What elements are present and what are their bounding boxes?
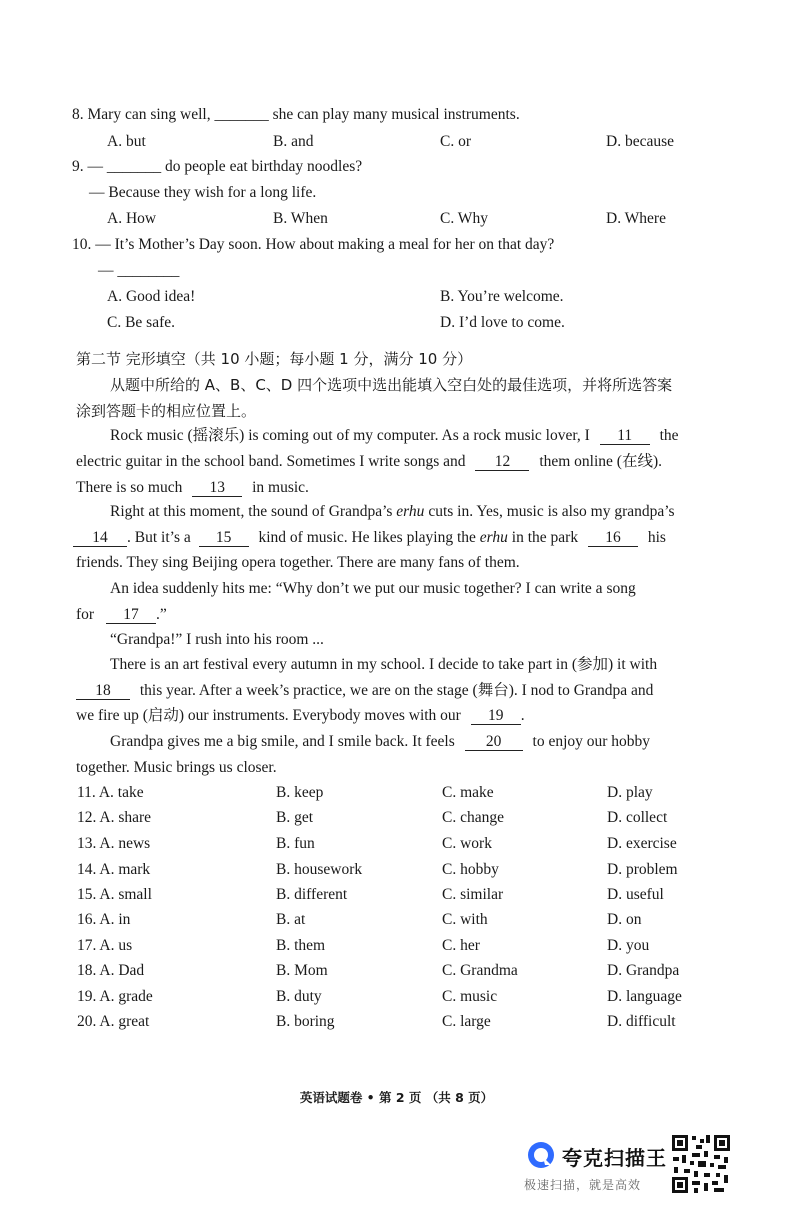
cloze-blank-16: 16 [588,529,638,547]
passage-text: the [659,427,679,444]
q11-option-d: D. play [607,784,653,801]
passage-text: Grandpa gives me a big smile, and I smile back. It feels [110,733,455,750]
passage-text: Rock music (摇滚乐) is coming out of my computer. As a rock music lover, I [110,427,590,444]
question-10-reply: — ________ [98,262,180,279]
q9-option-c: C. Why [440,210,488,227]
q14-option-a: 14. A. mark [77,861,151,878]
q13-option-d: D. exercise [607,835,677,852]
q9-option-a: A. How [107,210,157,227]
passage-text: There is so much [76,479,183,496]
q13-option-c: C. work [442,835,492,852]
q10-option-b: B. You’re welcome. [440,288,564,305]
q20-option-c: C. large [442,1013,491,1030]
q16-option-b: B. at [276,911,306,928]
cloze-blank-20: 20 [465,733,523,751]
q8-option-c: C. or [440,133,471,150]
q9-option-d: D. Where [606,210,666,227]
page-footer: 英语试题卷 • 第 2 页 （共 8 页） [299,1090,494,1105]
passage-text: electric guitar in the school band. Sometimes I write songs and [76,453,466,470]
passage-line-5 [73,528,666,548]
passage-line-11 [76,681,653,701]
cloze-blank-14: 14 [73,529,127,547]
q12-option-b: B. get [276,809,314,826]
scanner-brand [522,1136,672,1196]
qr-code-icon [670,1133,732,1195]
q8-option-b: B. and [273,133,314,150]
passage-text: .” [155,606,167,623]
q13-option-a: 13. A. news [77,835,151,852]
q18-option-d: D. Grandpa [607,962,680,979]
q12-option-d: D. collect [607,809,668,826]
passage-text: this year. After a week’s practice, we are on the stage (舞台). I nod to Grandpa and [139,682,654,699]
passage-text: for [76,606,95,623]
q16-option-a: 16. A. in [77,911,131,928]
passage-text: . [520,707,525,724]
q14-option-c: C. hobby [442,861,499,878]
cloze-blank-18: 18 [76,682,130,700]
q11-option-c: C. make [442,784,494,801]
cloze-blank-12: 12 [475,453,529,471]
q17-option-c: C. her [442,937,480,954]
passage-line-4 [110,502,675,522]
q11-option-a: 11. A. take [77,784,144,801]
q15-option-b: B. different [276,886,348,903]
q12-option-a: 12. A. share [77,809,152,826]
q15-option-a: 15. A. small [77,886,152,903]
passage-line-8 [76,605,167,625]
passage-italic-word: erhu [396,503,425,520]
brand-name: 夸克扫描王 [562,1146,667,1170]
passage-line-9: “Grandpa!” I rush into his room ... [110,631,324,648]
q8-option-a: A. but [107,133,146,150]
q14-option-b: B. housework [276,861,363,878]
passage-text: to enjoy our hobby [532,733,651,750]
q10-option-d: D. I’d love to come. [440,314,565,331]
q20-option-d: D. difficult [607,1013,676,1030]
cloze-blank-13: 13 [192,479,242,497]
q16-option-c: C. with [442,911,488,928]
question-9-reply: — Because they wish for a long life. [89,184,317,201]
q18-option-b: B. Mom [276,962,328,979]
q17-option-a: 17. A. us [77,937,133,954]
q9-option-b: B. When [273,210,328,227]
passage-text: . But it’s a [127,529,191,546]
cloze-blank-19: 19 [471,707,521,725]
question-9-stem: 9. — _______ do people eat birthday noodles? [72,158,363,175]
q17-option-b: B. them [276,937,326,954]
passage-line-1 [110,426,679,446]
cloze-blank-11: 11 [600,427,650,445]
cloze-blank-17: 17 [106,606,156,624]
q11-option-b: B. keep [276,784,324,801]
q17-option-d: D. you [607,937,650,954]
passage-line-13 [110,732,650,752]
passage-text: Right at this moment, the sound of Grandpa’s [110,503,393,520]
q13-option-b: B. fun [276,835,315,852]
cloze-blank-15: 15 [199,529,249,547]
q14-option-d: D. problem [607,861,678,878]
passage-text: cuts in. Yes, music is also my grandpa’s [428,503,675,520]
q19-option-d: D. language [607,988,682,1005]
q16-option-d: D. on [607,911,642,928]
passage-text: his [647,529,666,546]
passage-text: them online (在线). [539,453,662,470]
q15-option-c: C. similar [442,886,504,903]
passage-line-12 [76,706,525,726]
q19-option-c: C. music [442,988,498,1005]
q15-option-d: D. useful [607,886,664,903]
passage-line-14: together. Music brings us closer. [76,759,277,776]
passage-line-10: There is an art festival every autumn in my school. I decide to take part in (参加) it with [110,656,658,673]
passage-text: in music. [252,479,309,496]
q12-option-c: C. change [442,809,504,826]
q8-option-d: D. because [606,133,674,150]
question-10-stem: 10. — It’s Mother’s Day soon. How about making a meal for her on that day? [72,236,555,253]
passage-text: we fire up (启动) our instruments. Everybody moves with our [76,707,461,724]
passage-italic-word: erhu [479,529,508,546]
q20-option-b: B. boring [276,1013,335,1030]
passage-line-2 [76,452,662,472]
question-8-stem: 8. Mary can sing well, _______ she can play many musical instruments. [72,106,520,123]
passage-line-6: friends. They sing Beijing opera together. There are many fans of them. [76,554,520,571]
q19-option-a: 19. A. grade [77,988,153,1005]
q19-option-b: B. duty [276,988,322,1005]
passage-text: in the park [511,529,579,546]
section-2-instruction-line-2: 涂到答题卡的相应位置上。 [76,402,257,420]
q10-option-a: A. Good idea! [107,288,196,305]
q18-option-a: 18. A. Dad [77,962,145,979]
passage-line-3 [76,478,309,498]
quark-logo-icon [526,1140,556,1170]
q18-option-c: C. Grandma [442,962,518,979]
q20-option-a: 20. A. great [77,1013,150,1030]
passage-text: kind of music. He likes playing the [258,529,476,546]
brand-slogan: 极速扫描，就是高效 [524,1178,642,1192]
section-2-instruction-line-1: 从题中所给的 A、B、C、D 四个选项中选出能填入空白处的最佳选项，并将所选答案 [110,376,673,394]
section-2-heading: 第二节 完形填空（共 10 小题；每小题 1 分，满分 10 分） [76,350,473,368]
passage-line-7: An idea suddenly hits me: “Why don’t we put our music together? I can write a song [110,580,636,597]
q10-option-c: C. Be safe. [107,314,176,331]
